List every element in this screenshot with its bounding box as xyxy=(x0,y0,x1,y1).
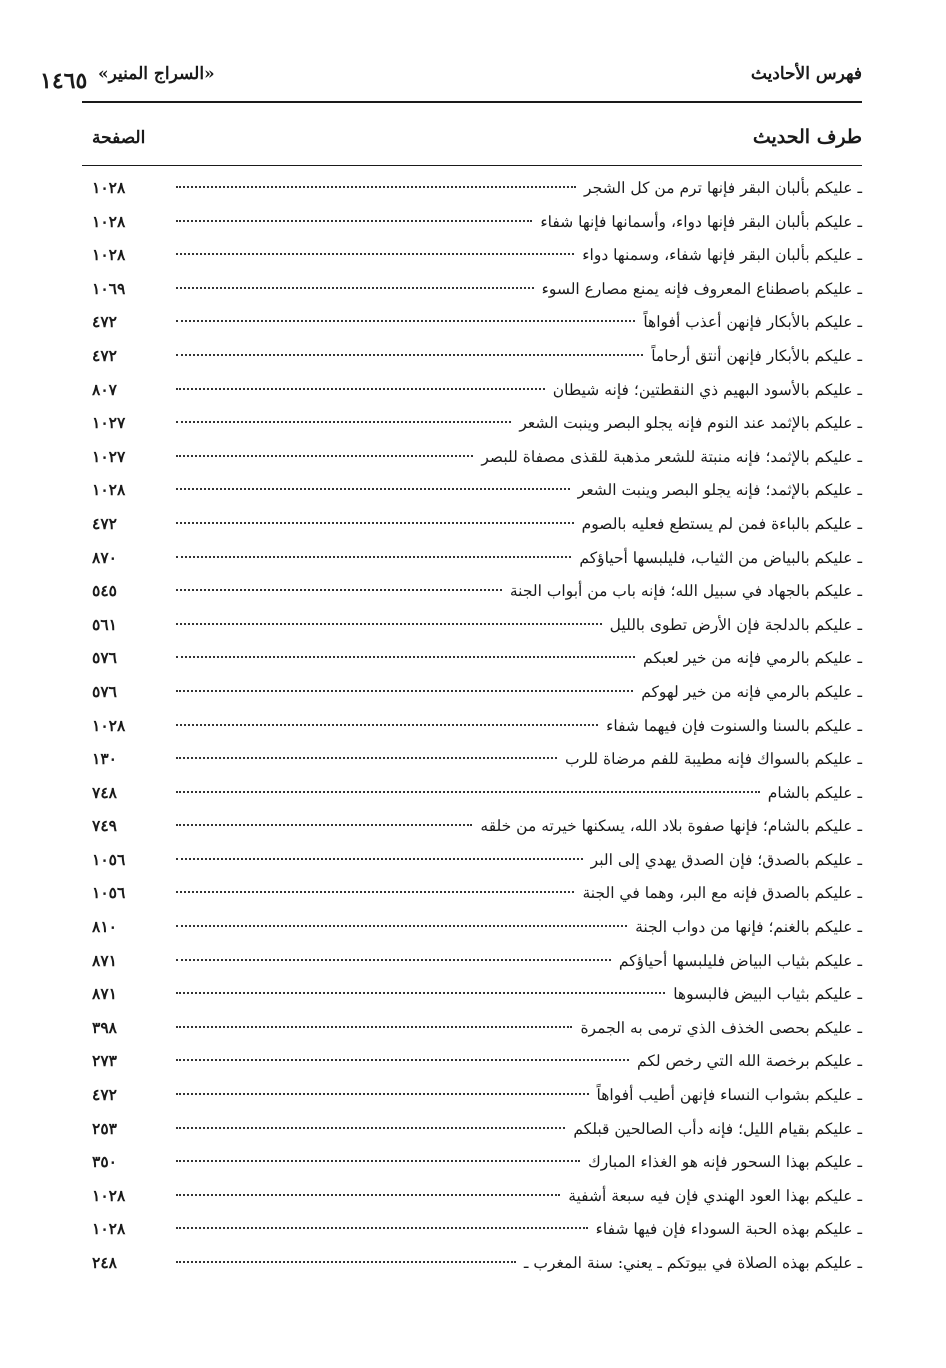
dot-leader xyxy=(176,992,665,994)
hadith-text: ـ عليكم بالدلجة فإن الأرض تطوى بالليل xyxy=(609,615,862,634)
hadith-text: ـ عليكم برخصة الله التي رخص لكم xyxy=(637,1052,862,1071)
index-entry xyxy=(92,238,862,272)
page-ref: ١٠٢٨ xyxy=(92,245,126,265)
hadith-text: ـ عليكم بالبياض من الثياب، فليلبسها أحياؤكم xyxy=(579,548,862,567)
column-rule xyxy=(82,165,862,166)
dot-leader xyxy=(176,556,571,558)
page-ref: ١٠٢٨ xyxy=(92,178,126,197)
hadith-text: ـ عليكم بالأبكار فإنهن أنتق أرحاماً xyxy=(651,346,862,365)
dot-leader xyxy=(176,891,574,893)
dot-leader xyxy=(176,220,532,222)
hadith-text: ـ عليكم بحصى الخذف الذي ترمى به الجمرة xyxy=(580,1018,862,1037)
hadith-text: ـ عليكم بالإثمد عند النوم فإنه يجلو البصر وينبت الشعر xyxy=(519,414,862,433)
dot-leader xyxy=(176,757,557,759)
page-ref: ٨٧٠ xyxy=(92,547,117,567)
dot-leader xyxy=(176,1059,629,1061)
index-entry xyxy=(92,1112,862,1146)
hadith-text: ـ عليكم بثياب البيض فالبسوها xyxy=(673,985,862,1004)
page-ref: ٢٤٨ xyxy=(92,1253,117,1272)
dot-leader xyxy=(176,858,583,860)
hadith-text: ـ عليكم بالرمي فإنه من خير لعبكم xyxy=(643,649,862,668)
index-entry xyxy=(92,473,862,507)
hadith-text: ـ عليكم بألبان البقر فإنها دواء، وأسمانها فإنها شفاء xyxy=(540,212,862,231)
hadith-text: ـ عليكم بالشام؛ فإنها صفوة بلاد الله، يسكنها خيرته من خلقه xyxy=(480,817,862,836)
page-ref: ٧٤٨ xyxy=(92,782,117,802)
page-ref: ٣٥٠ xyxy=(92,1152,117,1172)
dot-leader xyxy=(176,656,635,658)
hadith-text: ـ عليكم بهذا العود الهندي فإن فيه سبعة أشفية xyxy=(568,1186,862,1205)
hadith-text: ـ عليكم بالصدق؛ فإن الصدق يهدي إلى البر xyxy=(590,850,862,869)
page-ref: ٨٧١ xyxy=(92,984,117,1004)
hadith-text: ـ عليكم بالسنا والسنوت فإن فيهما شفاء xyxy=(606,716,862,735)
index-entry xyxy=(92,1044,862,1078)
hadith-text: ـ عليكم بهذه الحبة السوداء فإن فيها شفاء xyxy=(595,1220,862,1239)
dot-leader xyxy=(176,320,635,322)
dot-leader xyxy=(176,488,570,490)
index-entry xyxy=(92,574,862,608)
page-ref: ٨٧١ xyxy=(92,950,117,970)
index-entry xyxy=(92,305,862,339)
index-entry xyxy=(92,776,862,810)
index-entry xyxy=(92,843,862,877)
dot-leader xyxy=(176,1127,565,1129)
dot-leader xyxy=(176,1194,560,1196)
dot-leader xyxy=(176,388,545,390)
page-ref: ٥٧٦ xyxy=(92,681,117,701)
hadith-text: ـ عليكم بالإثمد؛ فإنه يجلو البصر وينبت الشعر xyxy=(577,481,862,500)
page-ref: ٧٤٩ xyxy=(92,816,117,836)
page-ref: ١٠٦٩ xyxy=(92,278,126,298)
index-entry xyxy=(92,709,862,743)
page-ref: ١٠٢٧ xyxy=(92,413,126,433)
hadith-text: ـ عليكم بالشام xyxy=(767,783,862,802)
index-entry xyxy=(92,641,862,675)
page-column-heading: الصفحة xyxy=(92,128,146,148)
hadith-text: ـ عليكم بالرمي فإنه من خير لهوكم xyxy=(641,682,862,701)
index-entry xyxy=(92,608,862,642)
index-entry xyxy=(92,272,862,306)
dot-leader xyxy=(176,522,574,524)
page-ref: ١٠٢٨ xyxy=(92,1219,126,1239)
index-entry xyxy=(92,1145,862,1179)
dot-leader xyxy=(176,287,534,289)
hadith-text: ـ عليكم بالأسود البهيم ذي النقطتين؛ فإنه شيطان xyxy=(552,380,862,399)
column-headings xyxy=(92,126,862,160)
index-entry xyxy=(92,944,862,978)
page-ref: ١٠٥٦ xyxy=(92,883,126,903)
dot-leader xyxy=(176,1026,572,1028)
index-entry xyxy=(92,406,862,440)
hadith-column-heading: طرف الحديث xyxy=(752,126,862,148)
page-ref: ٥٦١ xyxy=(92,614,117,634)
page-ref: ٤٧٢ xyxy=(92,513,117,533)
page-ref: ٢٥٣ xyxy=(92,1118,117,1138)
page-ref: ٤٧٢ xyxy=(92,312,117,332)
hadith-text: ـ عليكم بالصدق فإنه مع البر، وهما في الجنة xyxy=(582,884,862,903)
page-ref: ٥٧٦ xyxy=(92,648,117,668)
page-ref: ١٠٥٦ xyxy=(92,849,126,869)
hadith-text: ـ عليكم بالجهاد في سبيل الله؛ فإنه باب من أبواب الجنة xyxy=(509,582,862,601)
hadith-text: ـ عليكم بالإثمد؛ فإنه منبتة للشعر مذهبة للقذى مصفاة للبصر xyxy=(481,447,862,466)
header-rule xyxy=(82,101,862,103)
hadith-text: ـ عليكم بالباءة فمن لم يستطع فعليه بالصوم xyxy=(581,514,862,533)
running-header xyxy=(40,62,862,96)
hadith-text: ـ عليكم بالأبكار فإنهن أعذب أفواهاً xyxy=(643,313,862,332)
hadith-text: ـ عليكم بشواب النساء فإنهن أطيب أفواهاً xyxy=(596,1086,862,1105)
dot-leader xyxy=(176,824,472,826)
page-ref: ٨٠٧ xyxy=(92,379,117,399)
index-title: فهرس الأحاديث xyxy=(750,64,862,84)
page-number: ١٤٦٥ xyxy=(40,68,88,94)
page-ref: ١٠٢٧ xyxy=(92,446,126,466)
page-ref: ٢٧٣ xyxy=(92,1051,117,1071)
index-entry xyxy=(92,910,862,944)
page-ref: ٥٤٥ xyxy=(92,581,117,601)
index-entry xyxy=(92,1011,862,1045)
index-entry xyxy=(92,1212,862,1246)
index-entry xyxy=(92,507,862,541)
dot-leader xyxy=(176,186,576,188)
index-entry xyxy=(92,205,862,239)
dot-leader xyxy=(176,1093,589,1095)
page-ref: ١٠٢٨ xyxy=(92,1185,126,1205)
page-ref: ٤٧٢ xyxy=(92,1085,117,1105)
dot-leader xyxy=(176,791,760,793)
dot-leader xyxy=(176,724,598,726)
hadith-text: ـ عليكم بهذا السحور فإنه هو الغذاء المبارك xyxy=(587,1153,862,1172)
index-entry xyxy=(92,809,862,843)
index-entry xyxy=(92,742,862,776)
dot-leader xyxy=(176,421,511,423)
index-entry xyxy=(92,373,862,407)
hadith-text: ـ عليكم باصطناع المعروف فإنه يمنع مصارع السوء xyxy=(541,279,862,298)
hadith-text: ـ عليكم بهذه الصلاة في بيوتكم ـ يعني: سنة المغرب ـ xyxy=(523,1254,862,1272)
dot-leader xyxy=(176,253,574,255)
page-ref: ١٠٢٨ xyxy=(92,480,126,500)
dot-leader xyxy=(176,589,502,591)
index-entry xyxy=(92,876,862,910)
hadith-text: ـ عليكم بثياب البياض فليلبسها أحياؤكم xyxy=(618,951,862,970)
page-ref: ٣٩٨ xyxy=(92,1017,117,1037)
dot-leader xyxy=(176,1160,580,1162)
index-entry xyxy=(92,171,862,205)
hadith-text: ـ عليكم بالغنم؛ فإنها من دواب الجنة xyxy=(635,918,862,937)
hadith-text: ـ عليكم بألبان البقر فإنها ترم من كل الشجر xyxy=(584,179,862,197)
index-entry xyxy=(92,1078,862,1112)
index-entry xyxy=(92,977,862,1011)
page-ref: ٨١٠ xyxy=(92,917,117,937)
dot-leader xyxy=(176,455,473,457)
page-ref: ١٠٢٨ xyxy=(92,715,126,735)
index-entry xyxy=(92,1179,862,1213)
dot-leader xyxy=(176,1227,588,1229)
dot-leader xyxy=(176,925,627,927)
dot-leader xyxy=(176,1261,516,1263)
hadith-index-list xyxy=(92,171,862,1280)
index-entry xyxy=(92,1246,862,1280)
dot-leader xyxy=(176,690,633,692)
page-ref: ١٣٠ xyxy=(92,749,117,769)
book-title: «السراج المنير» xyxy=(98,64,215,84)
page-ref: ٤٧٢ xyxy=(92,345,117,365)
hadith-text: ـ عليكم بقيام الليل؛ فإنه دأب الصالحين قبلكم xyxy=(573,1119,862,1138)
index-entry xyxy=(92,339,862,373)
dot-leader xyxy=(176,623,602,625)
index-entry xyxy=(92,541,862,575)
index-entry xyxy=(92,675,862,709)
page-ref: ١٠٢٨ xyxy=(92,211,126,231)
dot-leader xyxy=(176,354,643,356)
hadith-text: ـ عليكم بألبان البقر فإنها شفاء، وسمنها دواء xyxy=(582,246,862,265)
hadith-text: ـ عليكم بالسواك فإنه مطيبة للفم مرضاة للرب xyxy=(565,750,862,769)
index-entry xyxy=(92,440,862,474)
dot-leader xyxy=(176,959,611,961)
